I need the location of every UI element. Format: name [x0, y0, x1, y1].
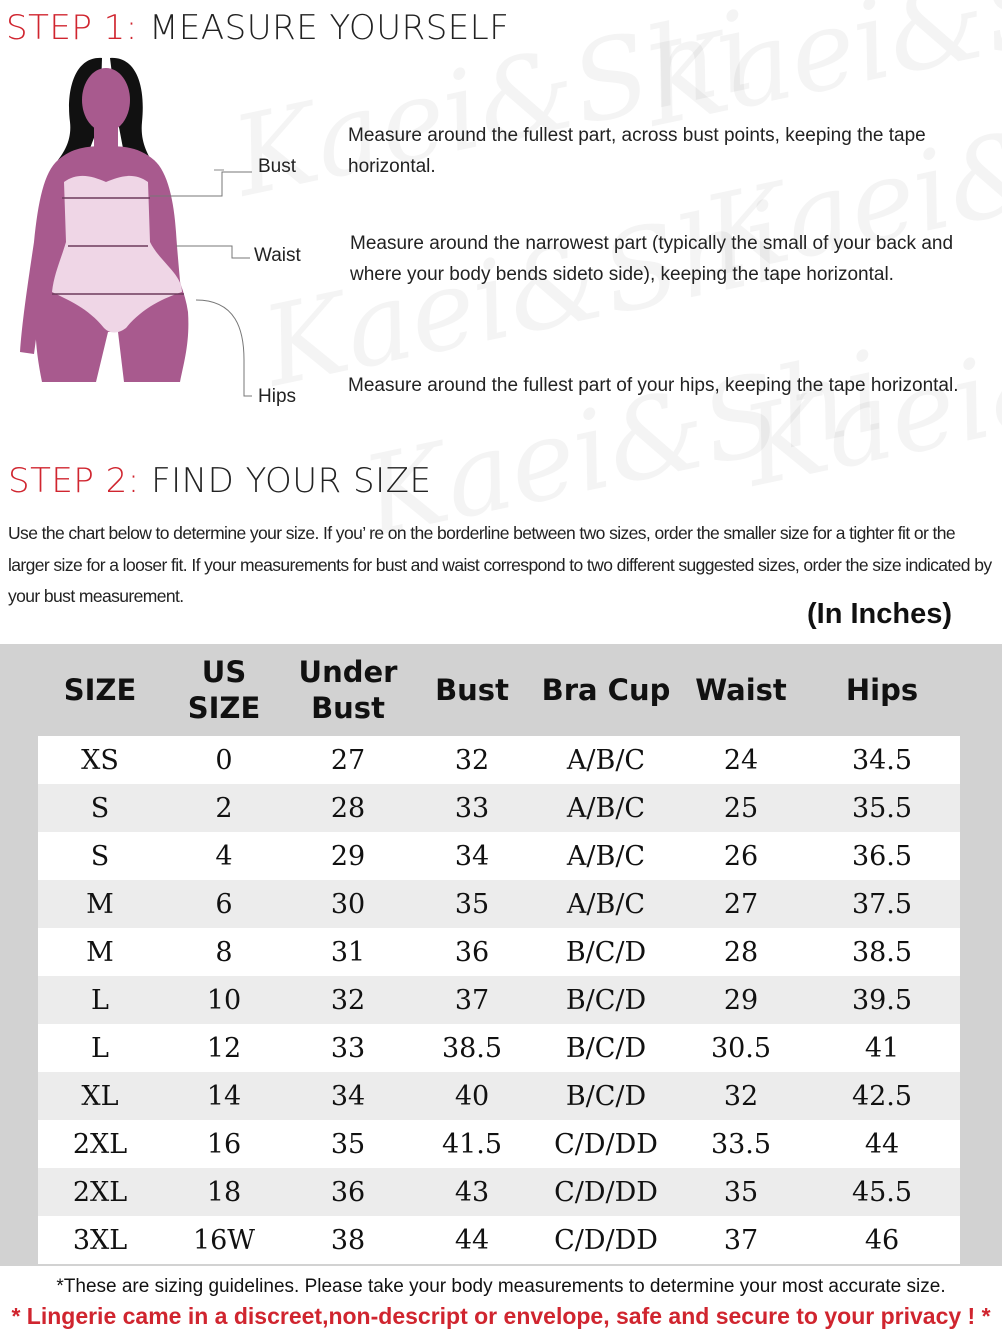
table-cell: 44	[410, 1216, 534, 1264]
table-header-row	[38, 644, 960, 736]
table-cell: 36	[286, 1168, 410, 1216]
hips-label: Hips	[258, 386, 297, 407]
table-cell: 29	[286, 832, 410, 880]
step1-colon: :	[125, 8, 138, 48]
table-cell: 2	[162, 784, 286, 832]
table-cell: 35	[410, 880, 534, 928]
table-cell: 41.5	[410, 1120, 534, 1168]
table-cell: 32	[286, 976, 410, 1024]
table-cell: 38.5	[410, 1024, 534, 1072]
table-row	[38, 880, 960, 928]
table-row	[38, 1120, 960, 1168]
table-cell: 16	[162, 1120, 286, 1168]
table-cell: 8	[162, 928, 286, 976]
table-cell: 28	[286, 784, 410, 832]
table-cell: 39.5	[804, 976, 960, 1024]
table-cell: M	[38, 880, 162, 928]
table-cell: C/D/DD	[534, 1168, 678, 1216]
table-cell: 41	[804, 1024, 960, 1072]
table-cell: 34	[410, 832, 534, 880]
table-cell: 26	[678, 832, 804, 880]
table-cell: A/B/C	[534, 784, 678, 832]
table-cell: A/B/C	[534, 736, 678, 784]
table-cell: 33	[410, 784, 534, 832]
table-cell: 27	[678, 880, 804, 928]
bust-label: Bust	[258, 156, 297, 177]
table-cell: C/D/DD	[534, 1216, 678, 1264]
table-row	[38, 736, 960, 784]
table-cell: 36	[410, 928, 534, 976]
table-cell: 27	[286, 736, 410, 784]
table-row	[38, 1024, 960, 1072]
table-cell: 30	[286, 880, 410, 928]
table-cell: 32	[678, 1072, 804, 1120]
step1-number: STEP 1	[6, 8, 126, 48]
table-cell: 43	[410, 1168, 534, 1216]
table-cell: 37.5	[804, 880, 960, 928]
table-cell: 44	[804, 1120, 960, 1168]
column-header: Hips	[845, 673, 919, 707]
table-cell: S	[38, 784, 162, 832]
table-row	[38, 1072, 960, 1120]
table-cell: A/B/C	[534, 880, 678, 928]
table-cell: C/D/DD	[534, 1120, 678, 1168]
table-cell: 3XL	[38, 1216, 162, 1264]
step2-colon: :	[127, 461, 140, 501]
table-cell: 34	[286, 1072, 410, 1120]
privacy-note: * Lingerie came in a discreet,non-descript or envelope, safe and secure to your privacy ! *	[11, 1303, 991, 1329]
under-bust-header-word: Under	[298, 655, 398, 689]
table-cell: 36.5	[804, 832, 960, 880]
table-cell: 24	[678, 736, 804, 784]
table-cell: 33	[286, 1024, 410, 1072]
table-cell: 31	[286, 928, 410, 976]
leader-lines	[0, 0, 260, 420]
table-cell: 37	[410, 976, 534, 1024]
step2-title: FIND YOUR SIZE	[151, 461, 432, 501]
table-cell: 18	[162, 1168, 286, 1216]
table-cell: 6	[162, 880, 286, 928]
table-cell: 12	[162, 1024, 286, 1072]
step2-number: STEP 2	[8, 461, 128, 501]
step2-heading	[8, 461, 431, 501]
table-cell: XL	[38, 1072, 162, 1120]
table-cell: 30.5	[678, 1024, 804, 1072]
table-cell: L	[38, 976, 162, 1024]
table-cell: S	[38, 832, 162, 880]
table-cell: 38	[286, 1216, 410, 1264]
table-row	[38, 928, 960, 976]
table-cell: 40	[410, 1072, 534, 1120]
table-cell: B/C/D	[534, 1024, 678, 1072]
table-cell: L	[38, 1024, 162, 1072]
table-cell: B/C/D	[534, 928, 678, 976]
table-cell: 4	[162, 832, 286, 880]
table-cell: 42.5	[804, 1072, 960, 1120]
units-label: (In Inches)	[806, 598, 952, 630]
table-cell: 25	[678, 784, 804, 832]
table-row	[38, 976, 960, 1024]
table-cell: M	[38, 928, 162, 976]
waist-label: Waist	[254, 245, 301, 266]
table-cell: 45.5	[804, 1168, 960, 1216]
table-cell: 38.5	[804, 928, 960, 976]
column-header: Waist	[695, 673, 787, 707]
size-table	[38, 644, 960, 1264]
column-header: US SIZE	[187, 655, 261, 725]
bust-instruction: Measure around the fullest part, across bust points, keeping the tape horizontal.	[348, 125, 926, 177]
column-header	[286, 644, 410, 736]
size-chart	[0, 644, 1002, 1266]
table-cell: 28	[678, 928, 804, 976]
table-cell: 34.5	[804, 736, 960, 784]
table-cell: 2XL	[38, 1120, 162, 1168]
table-row	[38, 1168, 960, 1216]
column-header: Bust	[435, 673, 509, 707]
table-cell: 32	[410, 736, 534, 784]
waist-instruction: Measure around the narrowest part (typically the small of your back and where your body bends sideto side), keeping the tape horizontal.	[350, 233, 954, 285]
table-cell: 46	[804, 1216, 960, 1264]
table-cell: 35	[678, 1168, 804, 1216]
table-cell: XS	[38, 736, 162, 784]
table-cell: 35	[286, 1120, 410, 1168]
column-header: Bra Cup	[541, 673, 671, 707]
table-cell: 37	[678, 1216, 804, 1264]
table-cell: A/B/C	[534, 832, 678, 880]
table-cell: 10	[162, 976, 286, 1024]
under-bust-header-word: Bust	[311, 691, 385, 725]
table-cell: B/C/D	[534, 1072, 678, 1120]
table-row	[38, 784, 960, 832]
table-cell: B/C/D	[534, 976, 678, 1024]
table-cell: 33.5	[678, 1120, 804, 1168]
step1-title: MEASURE YOURSELF	[149, 8, 510, 48]
table-cell: 0	[162, 736, 286, 784]
table-cell: 35.5	[804, 784, 960, 832]
table-cell: 29	[678, 976, 804, 1024]
table-cell: 2XL	[38, 1168, 162, 1216]
table-row	[38, 1216, 960, 1264]
size-instructions: Use the chart below to determine your size. If you’ re on the borderline between two sizes, order the smaller size for a tighter fit or the larger size for a looser fit. If your measurements for bust and waist correspond to two different suggested sizes, order the size indicated by your bust measurement.	[8, 523, 992, 606]
table-row	[38, 832, 960, 880]
table-cell: 16W	[162, 1216, 286, 1264]
hips-instruction: Measure around the fullest part of your hips, keeping the tape horizontal.	[348, 375, 959, 396]
table-cell: 14	[162, 1072, 286, 1120]
table-body	[38, 736, 960, 1264]
column-header: SIZE	[63, 673, 137, 707]
sizing-guideline-note: *These are sizing guidelines. Please take your body measurements to determine your most accurate size.	[56, 1276, 946, 1297]
